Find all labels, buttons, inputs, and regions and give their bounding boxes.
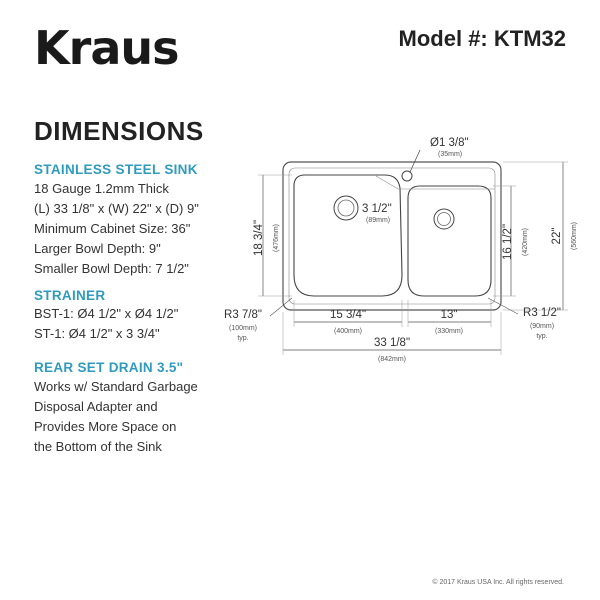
right-radius-label: R3 1/2": [523, 307, 561, 319]
spec-line: Larger Bowl Depth: 9": [34, 241, 161, 256]
drain-sublabel: (89mm): [366, 217, 391, 224]
spec-line: Minimum Cabinet Size: 36": [34, 221, 191, 236]
right-radius-sublabel: (90mm): [529, 323, 555, 330]
left-height-sublabel: (476mm): [273, 223, 280, 253]
right-radius-note: typ.: [536, 333, 548, 340]
section-title-strainer: STRAINER: [34, 288, 106, 303]
right-height-label: 16 1/2": [502, 223, 514, 261]
left-radius-sublabel: (100mm): [228, 325, 258, 332]
large-bowl-width-sublabel: (400mm): [333, 328, 363, 335]
spec-line: BST-1: Ø4 1/2" x Ø4 1/2": [34, 306, 179, 321]
copyright-notice: © 2017 Kraus USA Inc. All rights reserved.: [432, 579, 564, 586]
left-radius-note: typ.: [237, 335, 249, 342]
spec-line: Smaller Bowl Depth: 7 1/2": [34, 261, 189, 276]
kraus-logo: Kraus: [34, 21, 179, 75]
page-title: DIMENSIONS: [34, 116, 204, 146]
small-bowl-width-label: 13": [440, 309, 458, 321]
faucet-hole: [402, 171, 412, 181]
spec-line: Disposal Adapter and: [34, 399, 158, 414]
spec-line: Works w/ Standard Garbage: [34, 379, 198, 394]
spec-line: the Bottom of the Sink: [34, 439, 162, 454]
small-bowl-width-sublabel: (330mm): [434, 328, 464, 335]
section-title-drain: REAR SET DRAIN 3.5": [34, 360, 184, 375]
total-width-label: 33 1/8": [373, 337, 411, 349]
model-number: Model #: KTM32: [398, 26, 566, 51]
right-height-sublabel: (420mm): [522, 227, 529, 257]
spec-line: (L) 33 1/8" x (W) 22" x (D) 9": [34, 201, 199, 216]
small-bowl-drain: [434, 209, 454, 229]
spec-line: 18 Gauge 1.2mm Thick: [34, 181, 169, 196]
large-bowl-width-label: 15 3/4": [329, 309, 367, 321]
spec-line: ST-1: Ø4 1/2" x 3 3/4": [34, 326, 160, 341]
faucet-hole-label: Ø1 3/8": [430, 137, 469, 149]
total-height-label: 22": [551, 227, 563, 245]
section-title-sink: STAINLESS STEEL SINK: [34, 162, 198, 177]
sink-outer-rim: [283, 162, 501, 310]
left-radius-label: R3 7/8": [224, 309, 262, 321]
total-height-sublabel: (560mm): [571, 221, 578, 251]
faucet-hole-sublabel: (35mm): [438, 151, 463, 158]
left-height-label: 18 3/4": [253, 219, 265, 257]
total-width-sublabel: (842mm): [377, 356, 407, 363]
spec-line: Provides More Space on: [34, 419, 177, 434]
drain-label: 3 1/2": [362, 203, 392, 215]
